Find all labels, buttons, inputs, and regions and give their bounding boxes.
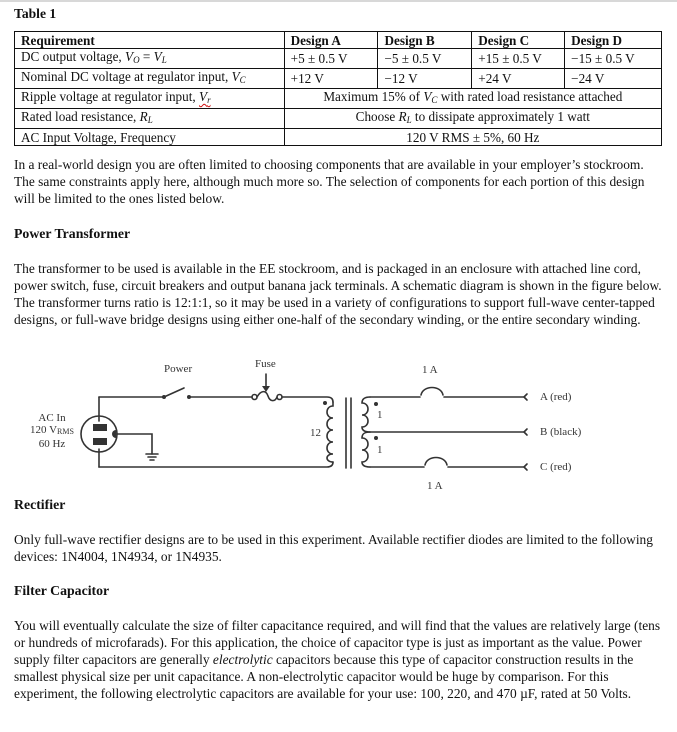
header-design-a: Design A [284, 32, 378, 49]
header-design-b: Design B [378, 32, 472, 49]
ac-input-spanned-value: 120 V RMS ± 5%, 60 Hz [284, 129, 661, 146]
requirement-cell: DC output voltage, $V_O = V_L$ [15, 49, 285, 69]
design-a-value: +5 ± 0.5 V [284, 49, 378, 69]
secondary-bottom-turns-label: 1 [377, 444, 383, 456]
transformer-schematic [0, 350, 677, 495]
ripple-spanned-value: Maximum 15% of $V_C$ with rated load resistance attached [284, 89, 661, 109]
table-row [15, 129, 662, 146]
table-row [15, 109, 662, 129]
power-transformer-paragraph: The transformer to be used is available in the EE stockroom, and is packaged in an enclosure with attached line cord, power switch, fuse, circuit breakers and output banana jack terminals. A schematic diagram is shown in the figure below. The transformer turns ratio is 12:1:1, so it may be used in a variety of configurations to support full-wave center-tapped designs, or full-wave bridge designs using either one-half of the secondary winding, or the entire secondary winding. [14, 261, 662, 327]
load-spanned-value: Choose $R_L$ to dissipate approximately 1 watt [284, 109, 661, 129]
heading-filter-capacitor: Filter Capacitor [14, 583, 110, 598]
design-d-value: −15 ± 0.5 V [565, 49, 662, 69]
power-switch-label: Power [164, 363, 193, 375]
table-row [15, 49, 662, 69]
requirements-table [14, 31, 662, 146]
heading-power-transformer: Power Transformer [14, 226, 131, 241]
terminal-a-label: A (red) [540, 391, 572, 403]
rectifier-paragraph: Only full-wave rectifier designs are to be used in this experiment. Available rectifier diodes are limited to the following devices: 1N4004, 1N4934, or 1N4935. [14, 532, 653, 564]
schematic-drawing [0, 350, 677, 495]
design-a-value: +12 V [284, 69, 378, 89]
requirement-cell: Nominal DC voltage at regulator input, $V_C$ [15, 69, 285, 89]
header-design-d: Design D [565, 32, 662, 49]
requirement-cell: AC Input Voltage, Frequency [15, 129, 285, 146]
emphasis-electrolytic: electrolytic [212, 652, 273, 667]
breaker-top-label: 1 A [422, 364, 438, 376]
design-c-value: +24 V [472, 69, 565, 89]
breaker-bottom-label: 1 A [427, 480, 443, 492]
design-b-value: −12 V [378, 69, 472, 89]
table-title: Table 1 [14, 6, 57, 21]
table-row [15, 89, 662, 109]
intro-paragraph: In a real-world design you are often limited to choosing components that are available in your employer’s stockroom. The same constraints apply here, although much more so. The selection of components for each portion of this design will be limited to the ones listed below. [14, 157, 645, 206]
filter-capacitor-paragraph: You will eventually calculate the size of filter capacitance required, and will find that the values are relatively large (tens or hundreds of microfarads). For this application, the choice of capacitor type is just as important as the value. Power supply filter capacitors are generally electrolytic capacitors because this type of capacitor construction results in the smallest physical size per unit capacitance. A non-electrolytic capacitor would be huge by comparison. For this experiment, the following electrolytic capacitors are available for your use: 100, 220, and 470 µF, rated at 50 Volts. [14, 618, 661, 701]
secondary-top-turns-label: 1 [377, 409, 383, 421]
requirement-cell: Rated load resistance, $R_L$ [15, 109, 285, 129]
requirement-cell: Ripple voltage at regulator input, $V_r$ [15, 89, 285, 109]
design-b-value: −5 ± 0.5 V [378, 49, 472, 69]
terminal-c-label: C (red) [540, 461, 572, 473]
table-header-row [15, 32, 662, 49]
table-row [15, 69, 662, 89]
header-design-c: Design C [472, 32, 565, 49]
top-divider [0, 0, 677, 2]
header-requirement: Requirement [15, 32, 285, 49]
fuse-label: Fuse [255, 358, 276, 370]
terminal-b-label: B (black) [540, 426, 582, 438]
ac-input-label: AC In 120 $V_{RMS}$ 60 Hz [30, 412, 74, 450]
design-d-value: −24 V [565, 69, 662, 89]
heading-rectifier: Rectifier [14, 497, 66, 512]
design-c-value: +15 ± 0.5 V [472, 49, 565, 69]
primary-turns-label: 12 [310, 427, 321, 439]
